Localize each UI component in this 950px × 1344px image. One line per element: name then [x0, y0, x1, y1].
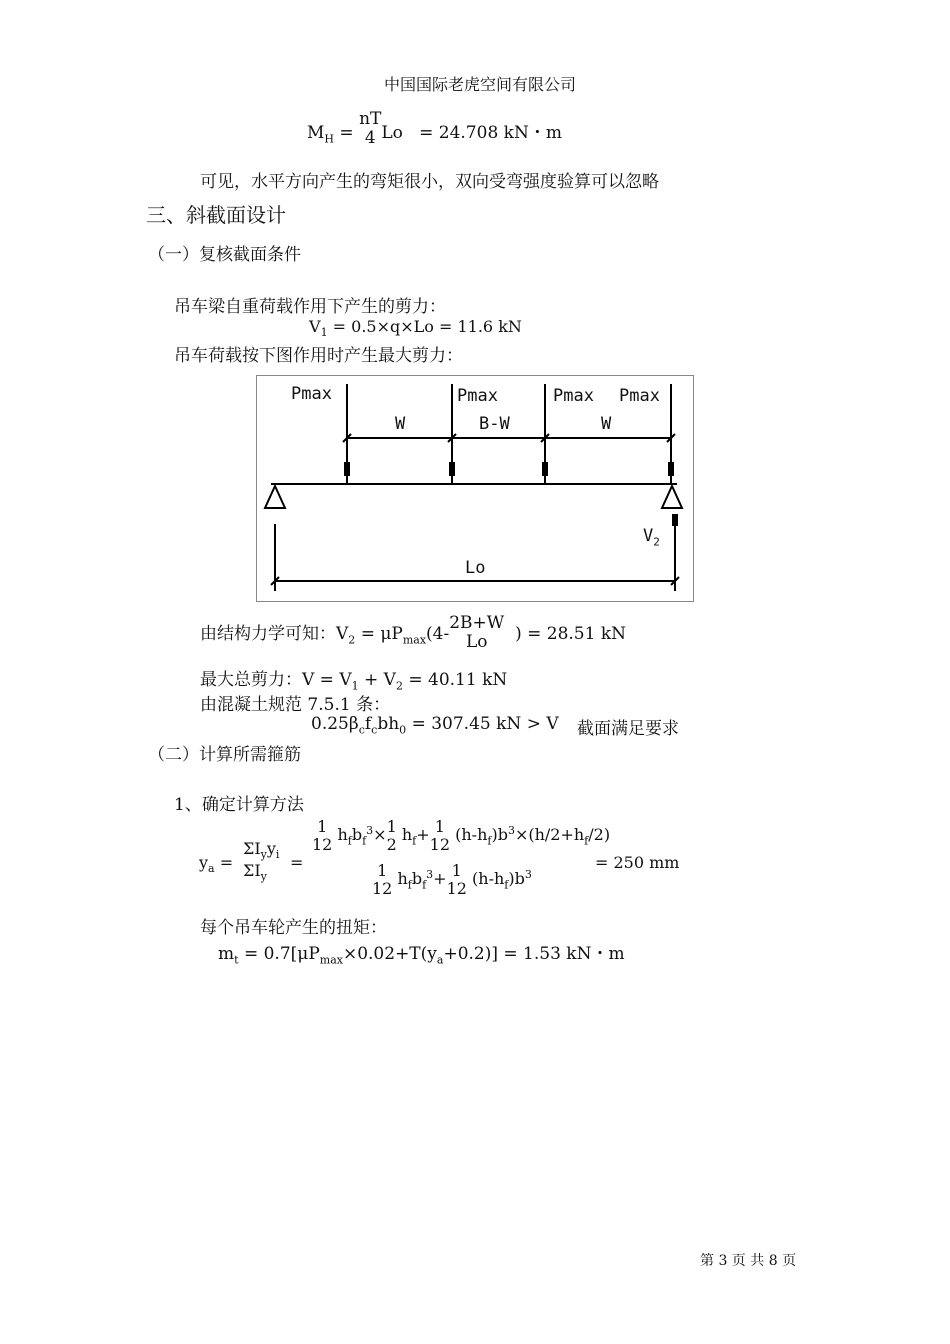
beam-load-diagram — [256, 375, 694, 602]
reaction-label-v2 — [643, 526, 660, 548]
mt-c: +0.2)] = 1.53 kN・m — [443, 944, 625, 964]
section-title: 三、斜截面设计 — [146, 203, 286, 227]
formula-check — [311, 714, 559, 736]
ya-top-h1: h — [337, 825, 348, 845]
formula-v2-psub: max — [402, 633, 427, 647]
mt-lhs: m — [218, 944, 235, 964]
v2-intro: 吊车荷载按下图作用时产生最大剪力： — [174, 346, 463, 366]
formula-v-b: + V — [358, 670, 396, 690]
mt-suba: a — [436, 953, 444, 967]
v1-intro: 吊车梁自重荷载作用下产生的剪力： — [174, 297, 446, 317]
formula-check-d: = 307.45 kN > V — [406, 714, 559, 734]
ya-top-f2: f — [362, 834, 367, 848]
ya-top-x: × — [373, 825, 387, 845]
formula-v-a: V = V — [302, 670, 352, 690]
spacing-b-w: B-W — [479, 414, 510, 434]
subsection-title-1: （一）复核截面条件 — [148, 245, 301, 265]
formula-mh-result: = 24.708 kN・m — [419, 123, 562, 143]
ya-lhs-sub: a — [208, 862, 215, 876]
ya-top-f4: f — [487, 834, 492, 848]
check-note: 截面满足要求 — [577, 719, 679, 739]
reaction-v: V — [643, 526, 654, 546]
spacing-w-1: W — [395, 414, 406, 434]
formula-ya-bottom — [372, 862, 532, 897]
formula-v-c: = 40.11 kN — [402, 670, 508, 690]
formula-v2-prefix: 由结构力学可知： — [200, 624, 336, 645]
formula-ya-lhs — [199, 853, 233, 875]
ya-top-b1: b — [351, 825, 363, 845]
ya-top-3a: 3 — [366, 823, 374, 837]
formula-mh — [307, 108, 562, 148]
load-label-2: Pmax — [457, 386, 498, 406]
spacing-w-2: W — [601, 414, 612, 434]
mt-sub: t — [234, 953, 239, 967]
formula-v2-den: Lo — [465, 631, 488, 652]
ya-bot-f3: f — [504, 878, 509, 892]
load-label-4: Pmax — [619, 386, 660, 406]
conclusion-text: 可见，水平方向产生的弯矩很小，双向受弯强度验算可以忽略 — [200, 172, 659, 192]
formula-mh-num: nT — [359, 108, 382, 129]
ya-sum-num-i: i — [275, 848, 280, 862]
formula-v1-sub: 1 — [320, 326, 328, 340]
ya-top-1c: 1 — [434, 817, 445, 836]
page-footer: 第 3 页 共 8 页 — [700, 1253, 797, 1269]
formula-v2-lhs: V — [336, 624, 349, 645]
ya-top-12c: 12 — [429, 834, 451, 854]
item-1-title: 1、确定计算方法 — [174, 795, 304, 815]
formula-ya-eq2: = — [290, 853, 304, 872]
mt-b: ×0.02+T(y — [342, 944, 437, 964]
ya-bot-12a: 12 — [372, 878, 393, 898]
ya-bot-f1: f — [407, 878, 412, 892]
ya-bot-3b: 3 — [524, 867, 532, 881]
ya-top-tail2: )b — [491, 825, 508, 845]
reaction-sub: 2 — [653, 535, 660, 549]
ya-top-1b: 1 — [386, 817, 397, 836]
ya-top-1a: 1 — [317, 817, 328, 836]
formula-check-sub0: 0 — [399, 723, 407, 737]
load-label-3: Pmax — [553, 386, 594, 406]
ya-sum-num-sub: y — [260, 848, 267, 862]
formula-ya-result: = 250 mm — [595, 853, 680, 872]
formula-v1-lhs: V — [309, 317, 321, 336]
ya-lhs: y — [199, 853, 209, 872]
formula-mh-den: 4 — [364, 127, 376, 148]
formula-v2-eq: = μP — [360, 624, 403, 645]
formula-check-b: f — [364, 714, 372, 734]
formula-v-subb: 2 — [395, 679, 403, 693]
formula-v2-result: ) = 28.51 kN — [515, 624, 627, 645]
span-label-lo: Lo — [465, 558, 486, 578]
formula-v2-open: (4- — [426, 624, 450, 645]
ya-sum-num: ΣI — [243, 839, 261, 858]
ya-bot-12b: 12 — [446, 878, 467, 898]
ya-top-3b: 3 — [507, 823, 515, 837]
ya-bot-plus: + — [433, 869, 447, 889]
formula-v-prefix: 最大总剪力： — [200, 670, 302, 690]
ya-top-h2: h — [401, 825, 413, 845]
torque-intro: 每个吊车轮产生的扭矩： — [200, 918, 387, 938]
ya-top-tail: (h-h — [455, 825, 488, 845]
ya-bot-tail2: )b — [508, 869, 525, 889]
ya-top-12a: 12 — [312, 834, 333, 854]
formula-check-a: 0.25β — [311, 714, 359, 734]
ya-bot-1a: 1 — [377, 861, 388, 880]
ya-top-tail3: ×(h/2+h — [514, 825, 585, 845]
ya-top-2: 2 — [386, 834, 397, 854]
formula-check-sub2: c — [371, 723, 378, 737]
ya-top-f3: f — [412, 834, 417, 848]
load-label-1: Pmax — [291, 384, 332, 404]
ya-top-tail4: /2) — [588, 825, 611, 845]
formula-v2-num: 2B+W — [449, 613, 505, 633]
code-reference: 由混凝土规范 7.5.1 条： — [200, 695, 391, 715]
formula-mh-eq: = — [339, 123, 354, 143]
ya-top-f5: f — [584, 834, 589, 848]
ya-bot-h: h — [397, 869, 408, 889]
formula-check-c: bh — [377, 714, 400, 734]
formula-v1-rhs: = 0.5×q×Lo = 11.6 kN — [332, 317, 522, 336]
ya-top-plus: + — [416, 825, 430, 845]
formula-v-total — [200, 665, 507, 692]
ya-bot-tail: (h-h — [472, 869, 505, 889]
ya-top-f1: f — [347, 834, 352, 848]
formula-ya-sum — [243, 840, 279, 884]
formula-v2-sub: 2 — [348, 633, 356, 647]
ya-bot-b: b — [411, 869, 423, 889]
ya-bot-f2: f — [422, 878, 427, 892]
formula-v2 — [200, 613, 627, 652]
ya-sum-num-y: y — [266, 839, 276, 858]
formula-v-suba: 1 — [351, 679, 359, 693]
ya-eq1: = — [219, 853, 234, 872]
mt-submax: max — [319, 953, 343, 967]
page-header: 中国国际老虎空间有限公司 — [384, 75, 577, 94]
mt-a: = 0.7[μP — [238, 944, 320, 964]
formula-ya-top — [312, 818, 610, 853]
formula-mh-lhs: M — [307, 123, 325, 143]
formula-mh-sub: H — [324, 132, 335, 146]
formula-mh-after: Lo — [381, 123, 403, 143]
subsection-title-2: （二）计算所需箍筋 — [148, 745, 301, 765]
ya-sum-den: ΣI — [243, 860, 261, 880]
ya-bot-3a: 3 — [426, 867, 434, 881]
formula-mt — [218, 939, 625, 966]
formula-v1 — [309, 317, 522, 339]
formula-check-sub1: c — [358, 723, 365, 737]
ya-bot-1b: 1 — [451, 861, 462, 880]
ya-sum-den-sub: y — [260, 870, 267, 884]
